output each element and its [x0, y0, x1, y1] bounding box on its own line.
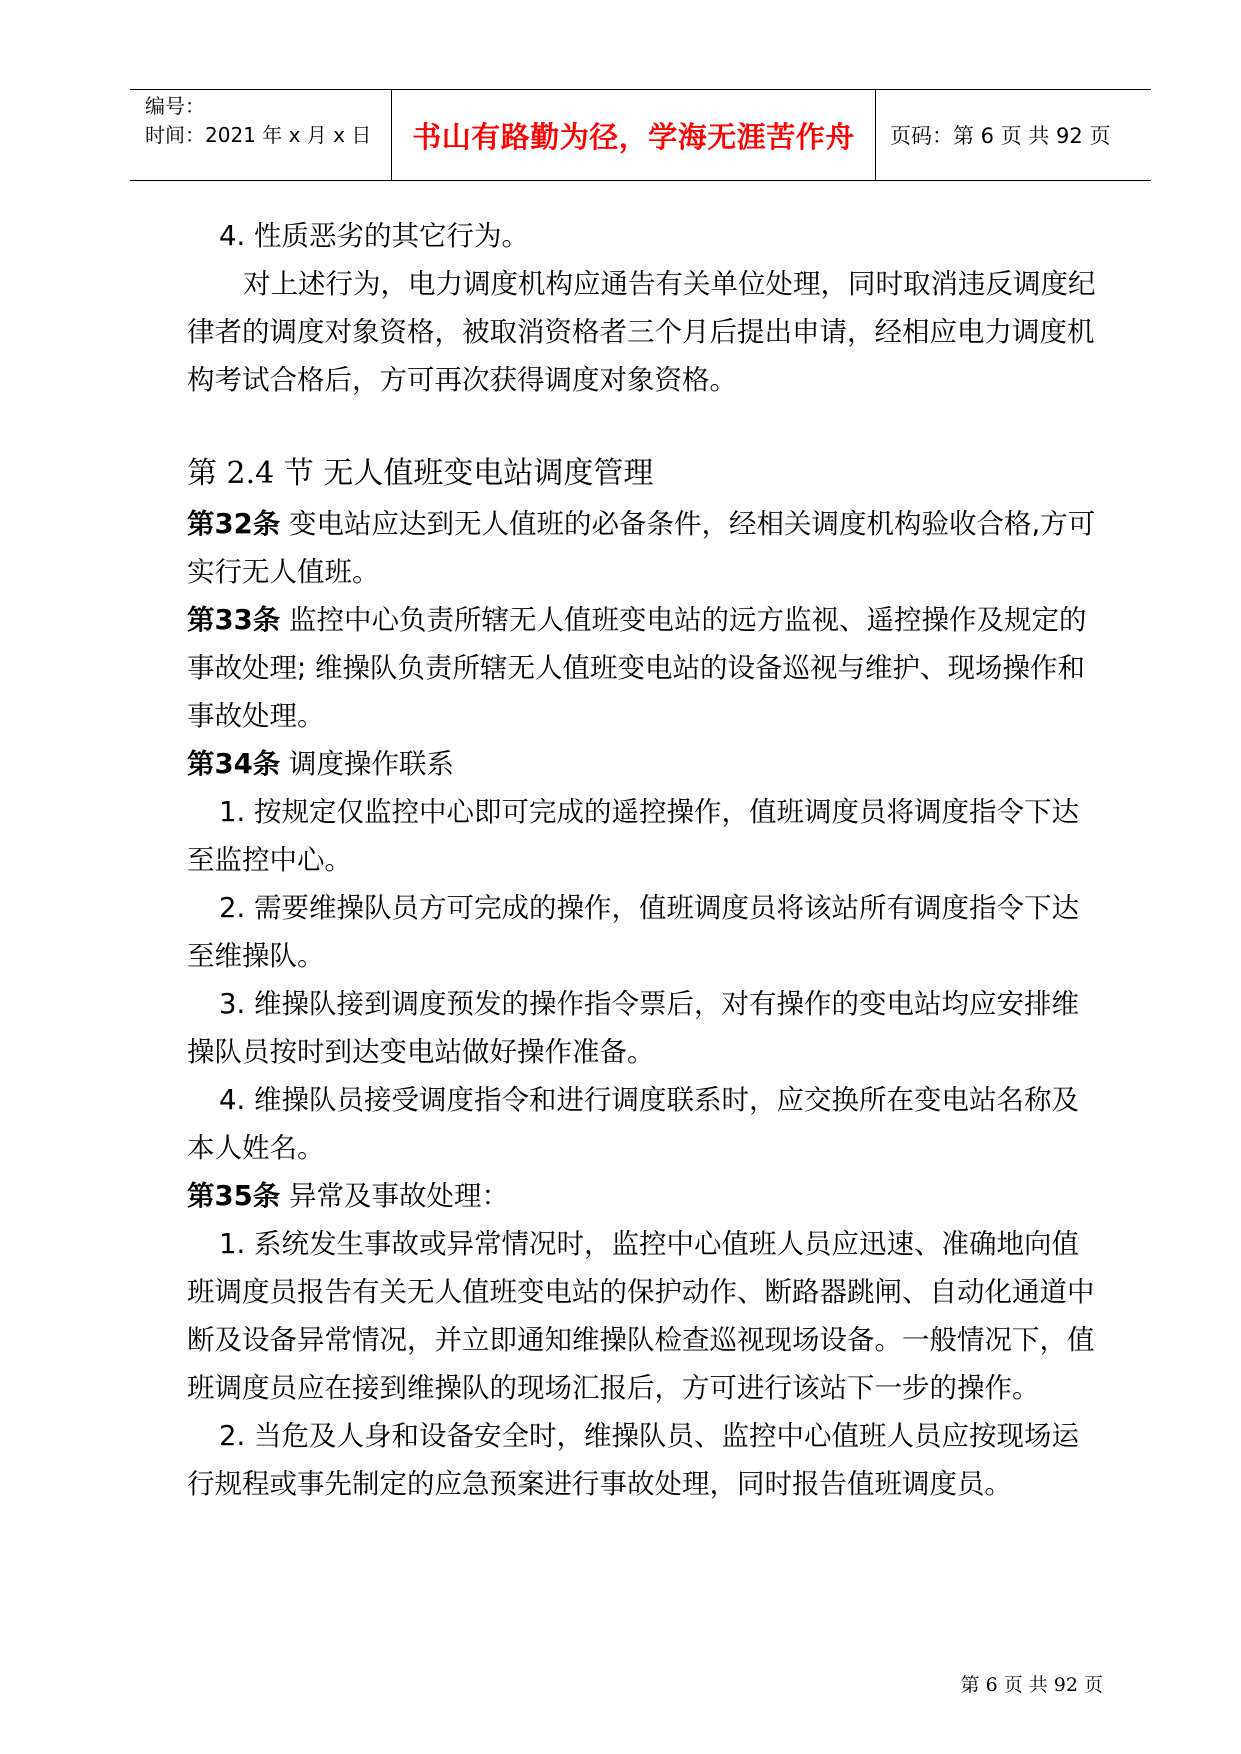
header-motto: 书山有路勤为径，学海无涯苦作舟	[392, 90, 876, 180]
page-header	[130, 89, 1151, 181]
article-text: 监控中心负责所辖无人值班变电站的远方监视、遥控操作及规定的事故处理; 维操队负责所辖无人值班变电站的设备巡视与维护、现场操作和事故处理。	[187, 604, 1087, 732]
article-34	[187, 740, 1103, 788]
header-meta	[130, 90, 392, 180]
article-35	[187, 1172, 1103, 1220]
list-item: 2. 需要维操队员方可完成的操作，值班调度员将该站所有调度指令下达至维操队。	[187, 892, 1079, 972]
time-label: 时间：2021 年 x 月 x 日	[145, 123, 372, 147]
list-item: 4. 维操队员接受调度指令和进行调度联系时，应交换所在变电站名称及本人姓名。	[187, 1084, 1079, 1164]
article-label: 第34条	[187, 748, 281, 780]
paragraph: 4. 性质恶劣的其它行为。	[219, 220, 529, 252]
number-label: 编号：	[145, 94, 205, 118]
article-label: 第35条	[187, 1180, 281, 1212]
list-item: 2. 当危及人身和设备安全时，维操队员、监控中心值班人员应按现场运行规程或事先制定的应急预案进行事故处理，同时报告值班调度员。	[187, 1420, 1079, 1500]
article-text: 异常及事故处理：	[280, 1180, 510, 1212]
paragraph: 对上述行为，电力调度机构应通告有关单位处理，同时取消违反调度纪律者的调度对象资格，被取消资格者三个月后提出申请，经相应电力调度机构考试合格后，方可再次获得调度对象资格。	[187, 268, 1096, 396]
list-item: 1. 系统发生事故或异常情况时，监控中心值班人员应迅速、准确地向值班调度员报告有关无人值班变电站的保护动作、断路器跳闸、自动化通道中断及设备异常情况，并立即通知维操队检查巡视现场设备。一般情况下，值班调度员应在接到维操队的现场汇报后，方可进行该站下一步的操作。	[187, 1228, 1095, 1404]
list-item: 3. 维操队接到调度预发的操作指令票后，对有操作的变电站均应安排维操队员按时到达变电站做好操作准备。	[187, 988, 1079, 1068]
header-page-code: 页码：第 6 页 共 92 页	[890, 124, 1111, 148]
list-item: 1. 按规定仅监控中心即可完成的遥控操作，值班调度员将调度指令下达至监控中心。	[187, 796, 1079, 876]
article-text: 调度操作联系	[280, 748, 455, 780]
article-32	[187, 500, 1103, 596]
document-body	[187, 212, 1103, 1508]
article-33	[187, 596, 1103, 740]
section-title: 第 2.4 节 无人值班变电站调度管理	[187, 456, 654, 491]
page-footer: 第 6 页 共 92 页	[960, 1674, 1103, 1696]
article-label: 第32条	[187, 508, 281, 540]
article-label: 第33条	[187, 604, 281, 636]
article-text: 变电站应达到无人值班的必备条件，经相关调度机构验收合格,方可实行无人值班。	[187, 508, 1096, 588]
